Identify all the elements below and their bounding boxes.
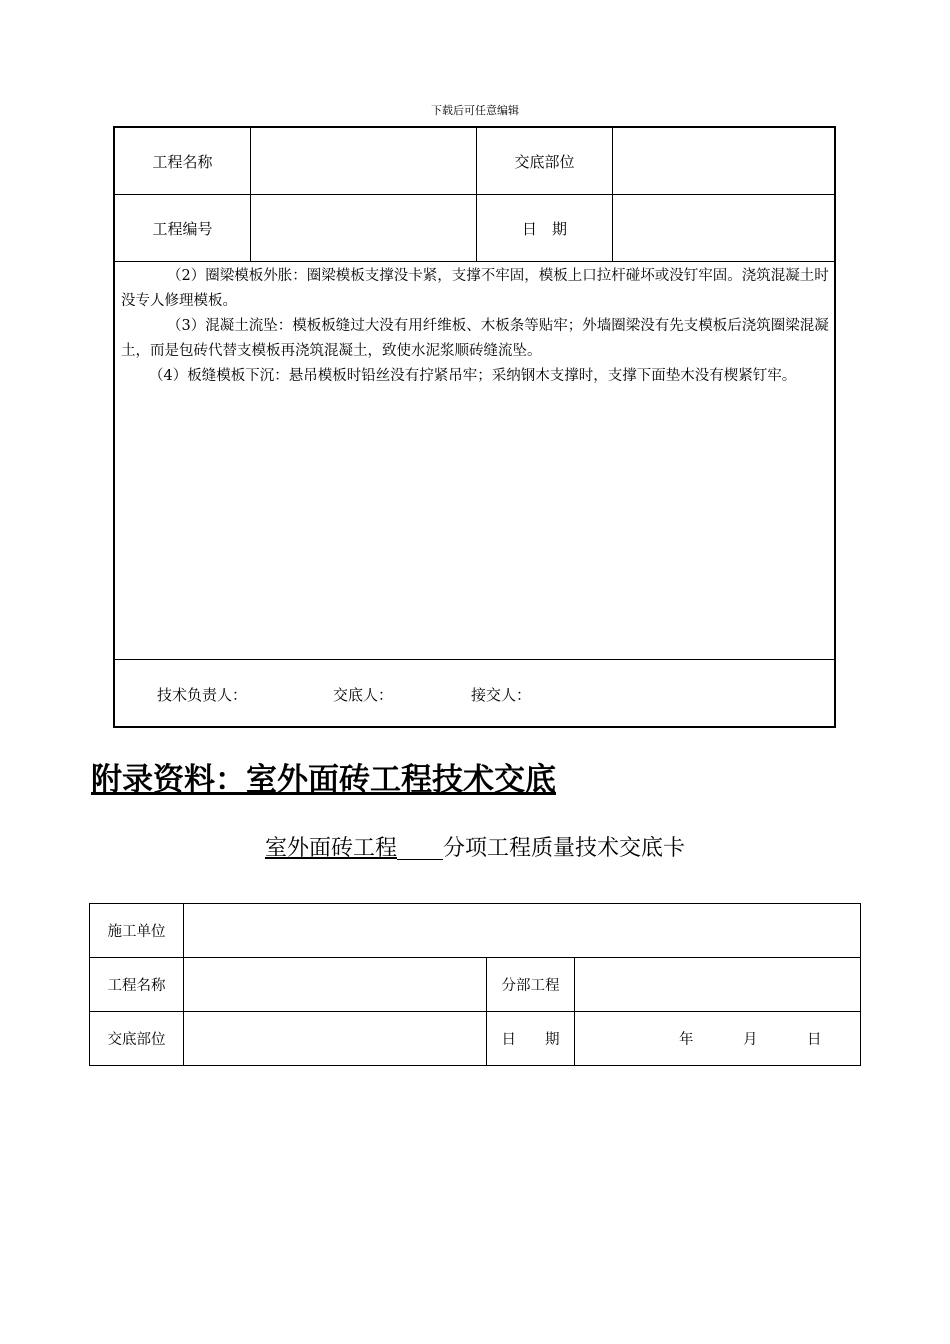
subtitle-project: 室外面砖工程 (264, 836, 397, 861)
signature-row (115, 660, 834, 726)
project-no-label: 工程编号 (115, 195, 251, 261)
handover-part-field[interactable] (184, 1012, 487, 1065)
card1-row-1 (115, 128, 834, 195)
date-field[interactable] (575, 1012, 860, 1065)
card2-row-3 (90, 1012, 860, 1065)
card1-row-2 (115, 195, 834, 262)
header-note: 下载后可任意编辑 (431, 104, 519, 117)
card2-row-2 (90, 958, 860, 1012)
card2-row-1 (90, 904, 860, 958)
quality-handover-card (89, 903, 861, 1066)
technical-handover-card-1 (113, 126, 836, 728)
subtitle-blank-line (397, 837, 443, 860)
handover-by-label: 交底人： (333, 686, 394, 704)
month-label: 月 (743, 1032, 758, 1048)
content-paragraph: （3）混凝土流坠：模板板缝过大没有用纤维板、木板条等贴牢；外墙圈梁没有先支模板后浇筑圈梁混凝土，而是包砖代替支模板再浇筑混凝土，致使水泥浆顺砖缝流坠。 (121, 318, 829, 359)
day-label: 日 (807, 1032, 822, 1048)
handover-content (115, 262, 834, 660)
project-no-field[interactable] (251, 195, 477, 261)
project-name-field[interactable] (184, 958, 487, 1011)
project-name-label: 工程名称 (115, 128, 251, 194)
handover-part-field[interactable] (613, 128, 834, 194)
sub-project-field[interactable] (575, 958, 860, 1011)
construction-unit-label: 施工单位 (90, 904, 184, 957)
project-name-field[interactable] (251, 128, 477, 194)
content-paragraph: （2）圈梁模板外胀：圈梁模板支撑没卡紧，支撑不牢固，模板上口拉杆碰坏或没钉牢固。浇筑混凝土时没专人修理模板。 (121, 268, 829, 309)
year-label: 年 (679, 1032, 694, 1048)
date-label: 日 期 (487, 1012, 575, 1065)
sub-project-label: 分部工程 (487, 958, 575, 1011)
tech-lead-label: 技术负责人： (157, 686, 248, 704)
handover-part-label: 交底部位 (90, 1012, 184, 1065)
received-by-label: 接交人： (471, 686, 532, 704)
date-label: 日 期 (477, 195, 613, 261)
project-name-label: 工程名称 (90, 958, 184, 1011)
construction-unit-field[interactable] (184, 904, 860, 957)
content-paragraph: （4）板缝模板下沉：悬吊模板时铅丝没有拧紧吊牢；采纳钢木支撑时，支撑下面垫木没有楔紧钉牢。 (149, 368, 797, 384)
card-subtitle (0, 831, 950, 862)
appendix-title: 附录资料：室外面砖工程技术交底 (91, 762, 556, 798)
handover-part-label: 交底部位 (477, 128, 613, 194)
date-field[interactable] (613, 195, 834, 261)
subtitle-rest: 分项工程质量技术交底卡 (443, 836, 686, 861)
